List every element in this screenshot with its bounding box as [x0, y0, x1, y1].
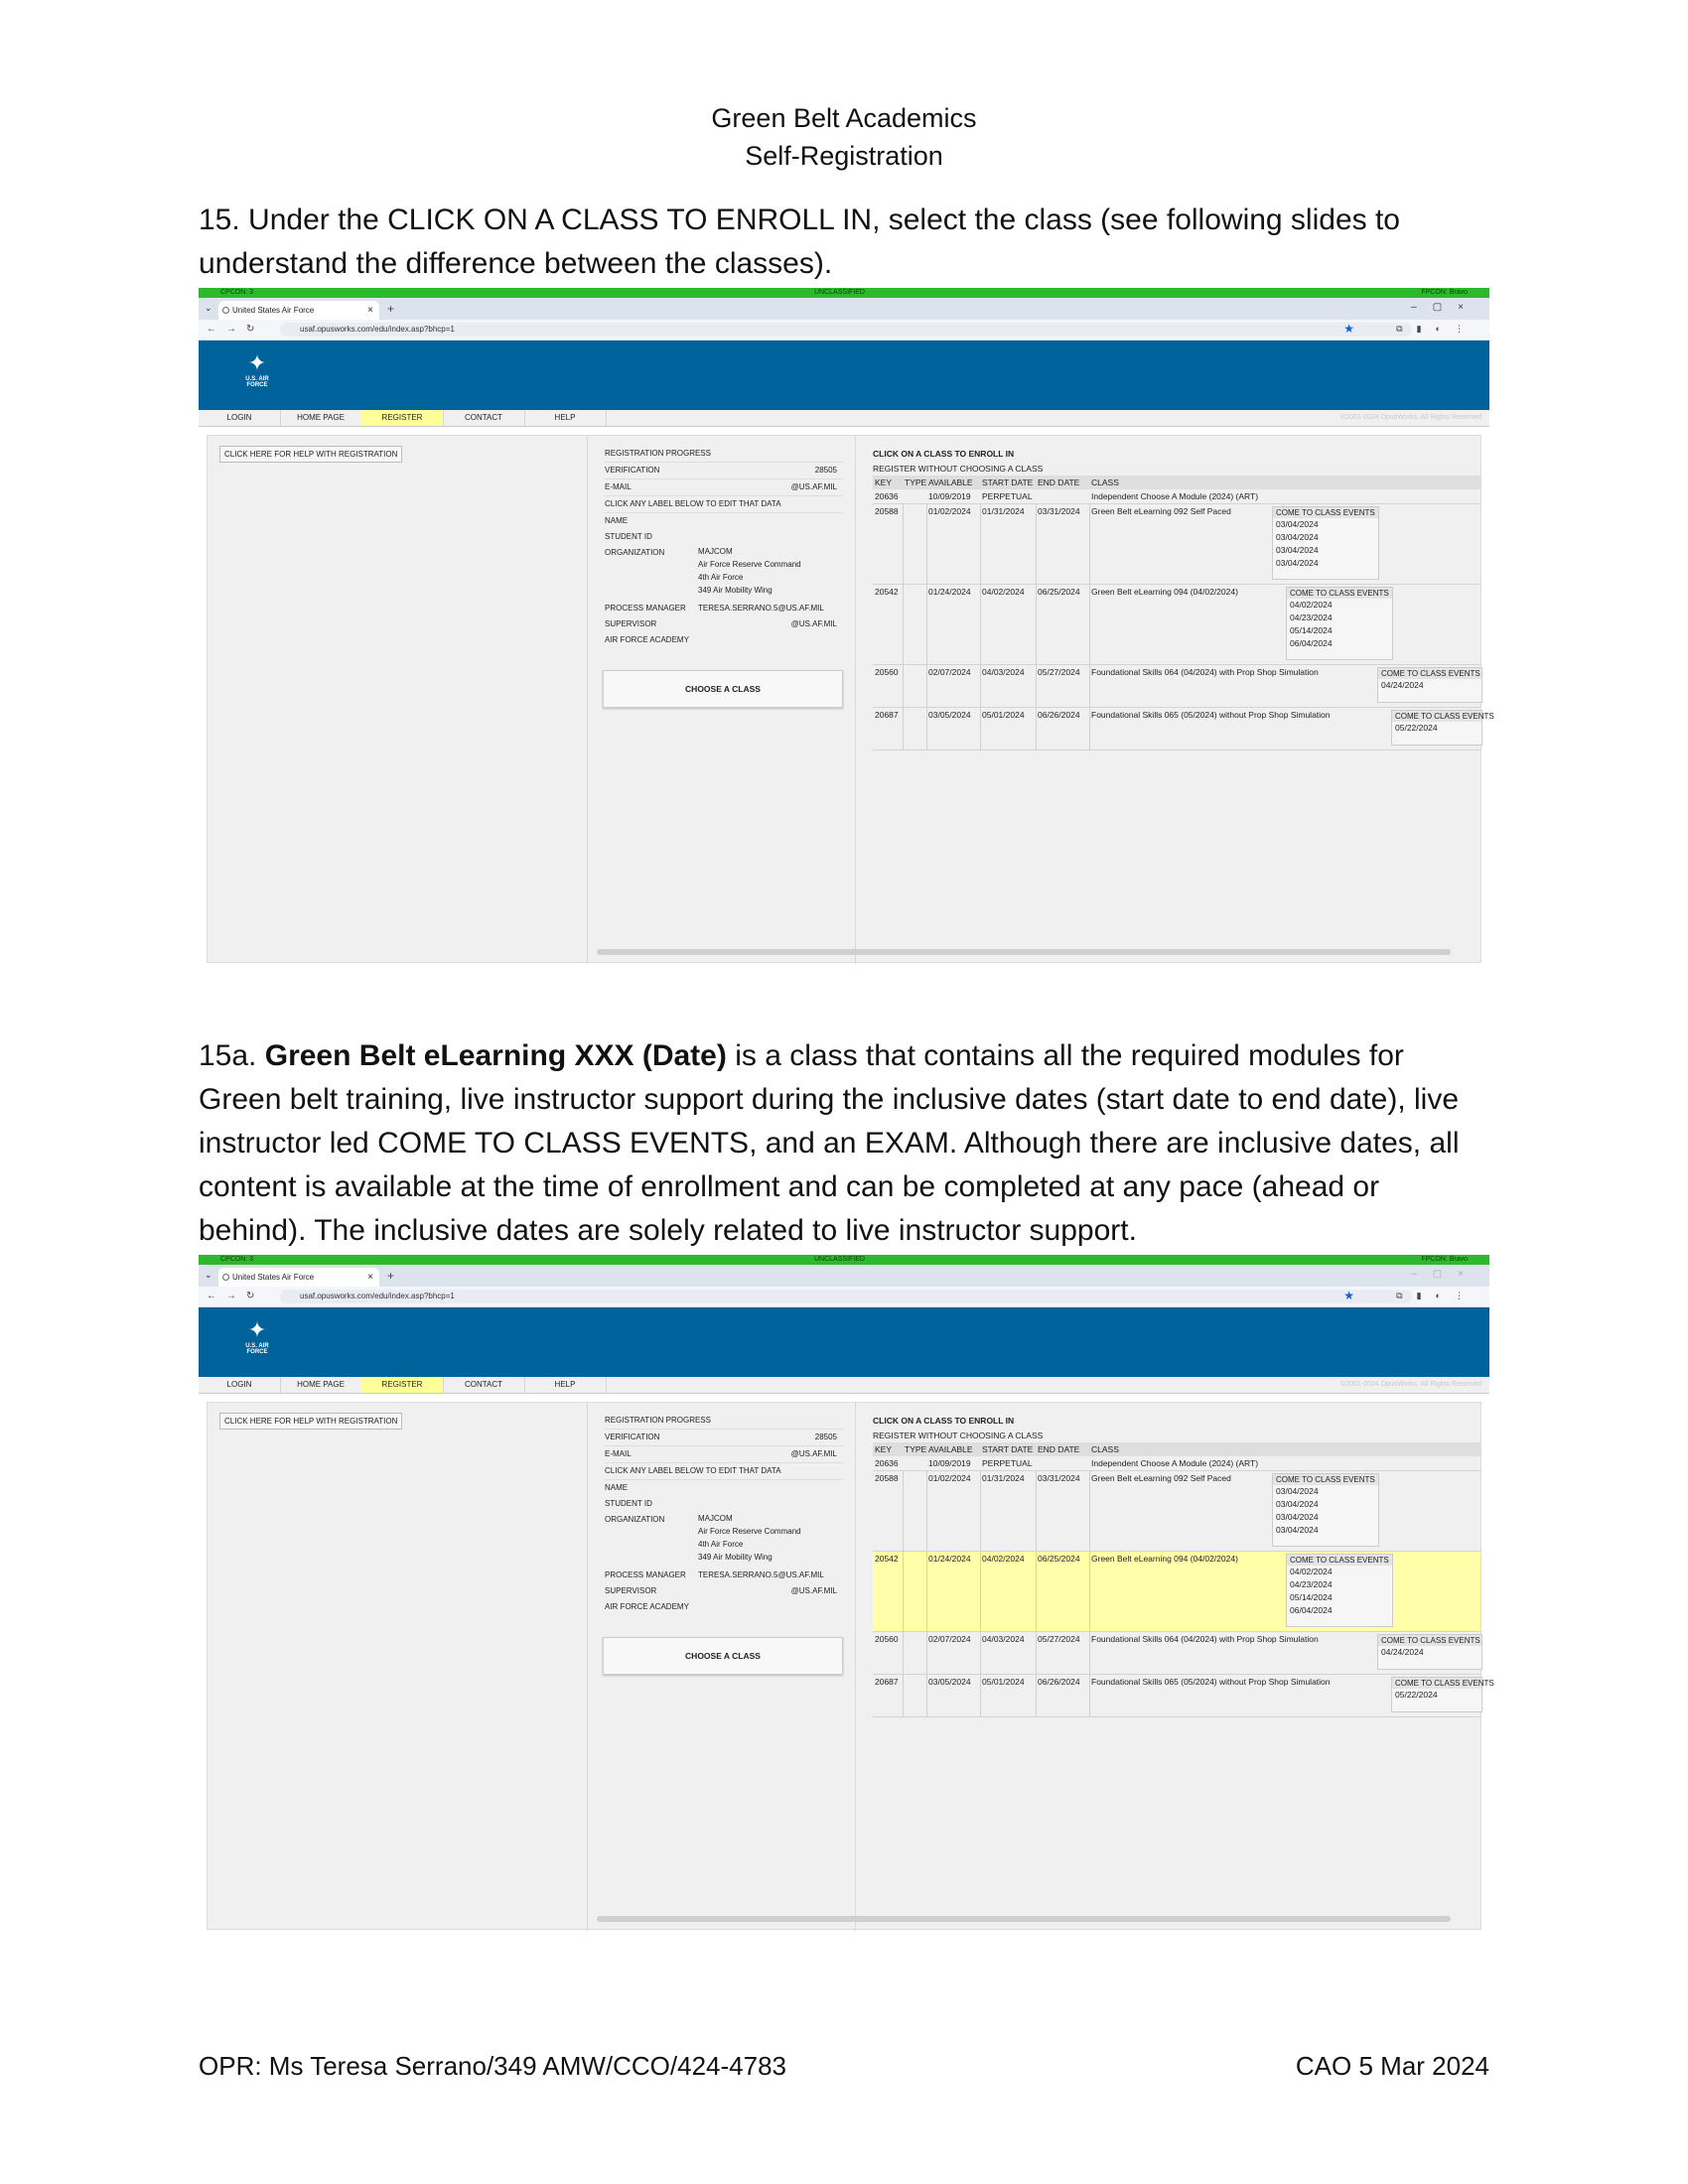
- events-box: COME TO CLASS EVENTS 04/24/2024: [1377, 667, 1482, 703]
- register-without-class[interactable]: REGISTER WITHOUT CHOOSING A CLASS: [873, 1431, 1044, 1440]
- events-box: COME TO CLASS EVENTS 04/24/2024: [1377, 1634, 1482, 1670]
- footer-date: CAO 5 Mar 2024: [1295, 2051, 1489, 2081]
- class-list-panel: [873, 446, 1494, 751]
- class-list-title: CLICK ON A CLASS TO ENROLL IN: [873, 1416, 1015, 1426]
- copyright: ©2001-2024 OpusWorks. All Rights Reserved: [1340, 414, 1481, 421]
- organization-row[interactable]: ORGANIZATION MAJCOM Air Force Reserve Command 4th Air Force 349 Air Mobility Wing: [605, 1514, 801, 1562]
- screenshot-2: [199, 1255, 1494, 1940]
- events-box: COME TO CLASS EVENTS 04/02/2024 04/23/2024 05/14/2024 06/04/2024: [1286, 1554, 1393, 1627]
- new-tab-icon[interactable]: +: [387, 302, 395, 316]
- email-row[interactable]: E-MAIL @US.AF.MIL: [605, 479, 843, 496]
- horizontal-scrollbar[interactable]: [597, 1916, 1451, 1922]
- choose-class-button[interactable]: CHOOSE A CLASS: [603, 670, 843, 708]
- nav-buttons[interactable]: ←→↻: [207, 1291, 265, 1301]
- browser-tab-bar: [199, 298, 1489, 320]
- window-controls[interactable]: –▢×: [1411, 1269, 1479, 1280]
- menu-help[interactable]: HELP: [524, 410, 607, 426]
- step-15-text: 15. Under the CLICK ON A CLASS TO ENROLL IN, select the class (see following slides to understand the difference between the classes).: [199, 204, 1400, 280]
- academy-row[interactable]: AIR FORCE ACADEMY: [605, 635, 689, 644]
- air-force-logo: ✦ U.S. AIR FORCE: [245, 350, 269, 388]
- tab-title: United States Air Force: [232, 306, 315, 315]
- fpcon-label: FPCON: Bravo: [1421, 1256, 1468, 1263]
- browser-tools-icons[interactable]: ⧉▮◐⋮: [1396, 1291, 1477, 1300]
- progress-title: REGISTRATION PROGRESS: [605, 446, 843, 463]
- browser-tab-bar: [199, 1265, 1489, 1287]
- class-list-title: CLICK ON A CLASS TO ENROLL IN: [873, 449, 1015, 459]
- academy-row[interactable]: AIR FORCE ACADEMY: [605, 1602, 689, 1611]
- class-row[interactable]: 20687 03/05/2024 05/01/2024 06/26/2024 Foundational Skills 065 (05/2024) without Prop Shop Simulation COME TO CLASS EVENTS 05/22/2024: [873, 708, 1480, 751]
- help-registration-button[interactable]: CLICK HERE FOR HELP WITH REGISTRATION: [219, 446, 402, 463]
- new-tab-icon[interactable]: +: [387, 1269, 395, 1283]
- name-row[interactable]: NAME: [605, 516, 629, 525]
- process-manager-row[interactable]: PROCESS MANAGER TERESA.SERRANO.5@US.AF.MIL: [605, 1570, 824, 1579]
- organization-row[interactable]: ORGANIZATION MAJCOM Air Force Reserve Command 4th Air Force 349 Air Mobility Wing: [605, 547, 801, 595]
- globe-icon: [222, 1274, 229, 1281]
- class-name-bold: Green Belt eLearning XXX (Date): [264, 1039, 727, 1072]
- nav-buttons[interactable]: ←→↻: [207, 324, 265, 335]
- events-box: COME TO CLASS EVENTS 04/02/2024 04/23/2024 05/14/2024 06/04/2024: [1286, 587, 1393, 660]
- classification-label: UNCLASSIFIED: [814, 289, 865, 296]
- events-box: COME TO CLASS EVENTS 05/22/2024: [1391, 710, 1482, 746]
- cpcon-bar: [199, 1255, 1489, 1265]
- address-bar: [199, 320, 1489, 341]
- tab-list-icon[interactable]: ⌄: [205, 303, 212, 313]
- email-row[interactable]: E-MAIL @US.AF.MIL: [605, 1446, 843, 1463]
- class-table-header: KEY TYPE AVAILABLE START DATE END DATE CLASS: [873, 1442, 1480, 1456]
- doc-title: Green Belt Academics: [711, 103, 977, 133]
- menu-contact[interactable]: CONTACT: [443, 410, 525, 426]
- footer-opr: OPR: Ms Teresa Serrano/349 AMW/CCO/424-4783: [199, 2051, 786, 2081]
- divider: [587, 1403, 588, 1931]
- bookmark-star-icon[interactable]: ★: [1343, 1289, 1354, 1302]
- screenshot-1: [199, 288, 1494, 973]
- cpcon-label: CPCON: 3: [220, 1256, 254, 1263]
- copyright: ©2001-2024 OpusWorks. All Rights Reserved: [1340, 1381, 1481, 1388]
- registration-content: [207, 1402, 1494, 1930]
- divider: [587, 436, 588, 964]
- divider: [855, 436, 856, 964]
- window-controls[interactable]: –▢×: [1411, 302, 1479, 313]
- fpcon-label: FPCON: Bravo: [1421, 289, 1468, 296]
- bookmark-star-icon[interactable]: ★: [1343, 322, 1354, 336]
- edit-hint: CLICK ANY LABEL BELOW TO EDIT THAT DATA: [605, 496, 843, 513]
- class-list-panel: [873, 1413, 1494, 1717]
- site-menu: [199, 1377, 1489, 1394]
- tab-list-icon[interactable]: ⌄: [205, 1270, 212, 1280]
- help-registration-button[interactable]: CLICK HERE FOR HELP WITH REGISTRATION: [219, 1413, 402, 1430]
- class-row[interactable]: 20687 03/05/2024 05/01/2024 06/26/2024 Foundational Skills 065 (05/2024) without Prop Shop Simulation COME TO CLASS EVENTS 05/22/2024: [873, 1675, 1480, 1717]
- site-menu: [199, 410, 1489, 427]
- horizontal-scrollbar[interactable]: [597, 949, 1451, 955]
- classification-label: UNCLASSIFIED: [814, 1256, 865, 1263]
- globe-icon: [222, 307, 229, 314]
- student-id-row[interactable]: STUDENT ID: [605, 532, 652, 541]
- class-row[interactable]: 20560 02/07/2024 04/03/2024 05/27/2024 Foundational Skills 064 (04/2024) with Prop Shop Simulation COME TO CLASS EVENTS 04/24/2024: [873, 1632, 1480, 1675]
- student-id-row[interactable]: STUDENT ID: [605, 1499, 652, 1508]
- step-15a-text: 15a. Green Belt eLearning XXX (Date) is a class that contains all the required modules for Green belt training, live instructor support during the inclusive dates (start date to end date), live instructor led COME TO CLASS EVENTS, and an EXAM. Although there are inclusive dates, all content is available at the time of enrollment and can be completed at any pace (ahead or behind). The inclusive dates are solely related to live instructor support.: [199, 1039, 1460, 1247]
- class-row[interactable]: 20588 01/02/2024 01/31/2024 03/31/2024 Green Belt eLearning 092 Self Paced COME TO CLASS EVENTS 03/04/2024 03/04/2024 03/04/2024 03/04/2024: [873, 1471, 1480, 1552]
- close-tab-icon[interactable]: ×: [367, 305, 373, 316]
- supervisor-row[interactable]: SUPERVISOR @US.AF.MIL: [605, 1586, 837, 1595]
- divider: [855, 1403, 856, 1931]
- cpcon-bar: [199, 288, 1489, 298]
- menu-home-page[interactable]: HOME PAGE: [280, 410, 362, 426]
- verification-row[interactable]: VERIFICATION 28505: [605, 1430, 843, 1446]
- af-banner: [199, 341, 1489, 410]
- menu-contact[interactable]: CONTACT: [443, 1377, 525, 1393]
- registration-content: [207, 435, 1494, 963]
- cpcon-label: CPCON: 3: [220, 289, 254, 296]
- browser-tab[interactable]: [218, 1268, 379, 1287]
- class-row-selected[interactable]: 20542 01/24/2024 04/02/2024 06/25/2024 Green Belt eLearning 094 (04/02/2024) COME TO CLASS EVENTS 04/02/2024 04/23/2024 05/14/2024 06/04/2024: [873, 1552, 1480, 1632]
- class-row[interactable]: 20542 01/24/2024 04/02/2024 06/25/2024 Green Belt eLearning 094 (04/02/2024) COME TO CLASS EVENTS 04/02/2024 04/23/2024 05/14/2024 06/04/2024: [873, 585, 1480, 665]
- registration-progress-panel: [605, 446, 843, 648]
- menu-home-page[interactable]: HOME PAGE: [280, 1377, 362, 1393]
- class-row[interactable]: 20560 02/07/2024 04/03/2024 05/27/2024 Foundational Skills 064 (04/2024) with Prop Shop Simulation COME TO CLASS EVENTS 04/24/2024: [873, 665, 1480, 708]
- menu-register[interactable]: REGISTER: [361, 1377, 444, 1393]
- events-box: COME TO CLASS EVENTS 03/04/2024 03/04/2024 03/04/2024 03/04/2024: [1272, 506, 1379, 580]
- af-banner: [199, 1307, 1489, 1377]
- menu-help[interactable]: HELP: [524, 1377, 607, 1393]
- menu-login[interactable]: LOGIN: [199, 1377, 281, 1393]
- verification-row[interactable]: VERIFICATION 28505: [605, 463, 843, 479]
- choose-class-button[interactable]: CHOOSE A CLASS: [603, 1637, 843, 1675]
- edit-hint: CLICK ANY LABEL BELOW TO EDIT THAT DATA: [605, 1463, 843, 1480]
- close-tab-icon[interactable]: ×: [367, 1272, 373, 1283]
- registration-progress-panel: [605, 1413, 843, 1615]
- menu-register[interactable]: REGISTER: [361, 410, 444, 426]
- doc-subtitle: Self-Registration: [745, 141, 943, 171]
- class-row[interactable]: 20588 01/02/2024 01/31/2024 03/31/2024 Green Belt eLearning 092 Self Paced COME TO CLASS EVENTS 03/04/2024 03/04/2024 03/04/2024 03/04/2024: [873, 504, 1480, 585]
- progress-title: REGISTRATION PROGRESS: [605, 1413, 843, 1430]
- menu-login[interactable]: LOGIN: [199, 410, 281, 426]
- class-row[interactable]: 20636 10/09/2019 PERPETUAL Independent Choose A Module (2024) (ART): [873, 489, 1480, 504]
- air-force-logo: ✦ U.S. AIR FORCE: [245, 1317, 269, 1355]
- address-bar: [199, 1287, 1489, 1307]
- class-row[interactable]: 20636 10/09/2019 PERPETUAL Independent Choose A Module (2024) (ART): [873, 1456, 1480, 1471]
- url-field[interactable]: usaf.opusworks.com/edu/index.asp?bhcp=1: [280, 323, 1412, 337]
- name-row[interactable]: NAME: [605, 1483, 629, 1492]
- url-field[interactable]: usaf.opusworks.com/edu/index.asp?bhcp=1: [280, 1290, 1412, 1303]
- browser-tools-icons[interactable]: ⧉▮◐⋮: [1396, 324, 1477, 334]
- events-box: COME TO CLASS EVENTS 05/22/2024: [1391, 1677, 1482, 1712]
- process-manager-row[interactable]: PROCESS MANAGER TERESA.SERRANO.5@US.AF.MIL: [605, 604, 824, 613]
- browser-tab[interactable]: [218, 301, 379, 320]
- events-box: COME TO CLASS EVENTS 03/04/2024 03/04/2024 03/04/2024 03/04/2024: [1272, 1473, 1379, 1547]
- class-table-header: KEY TYPE AVAILABLE START DATE END DATE CLASS: [873, 476, 1480, 489]
- tab-title: United States Air Force: [232, 1273, 315, 1282]
- register-without-class[interactable]: REGISTER WITHOUT CHOOSING A CLASS: [873, 464, 1044, 474]
- supervisor-row[interactable]: SUPERVISOR @US.AF.MIL: [605, 619, 837, 628]
